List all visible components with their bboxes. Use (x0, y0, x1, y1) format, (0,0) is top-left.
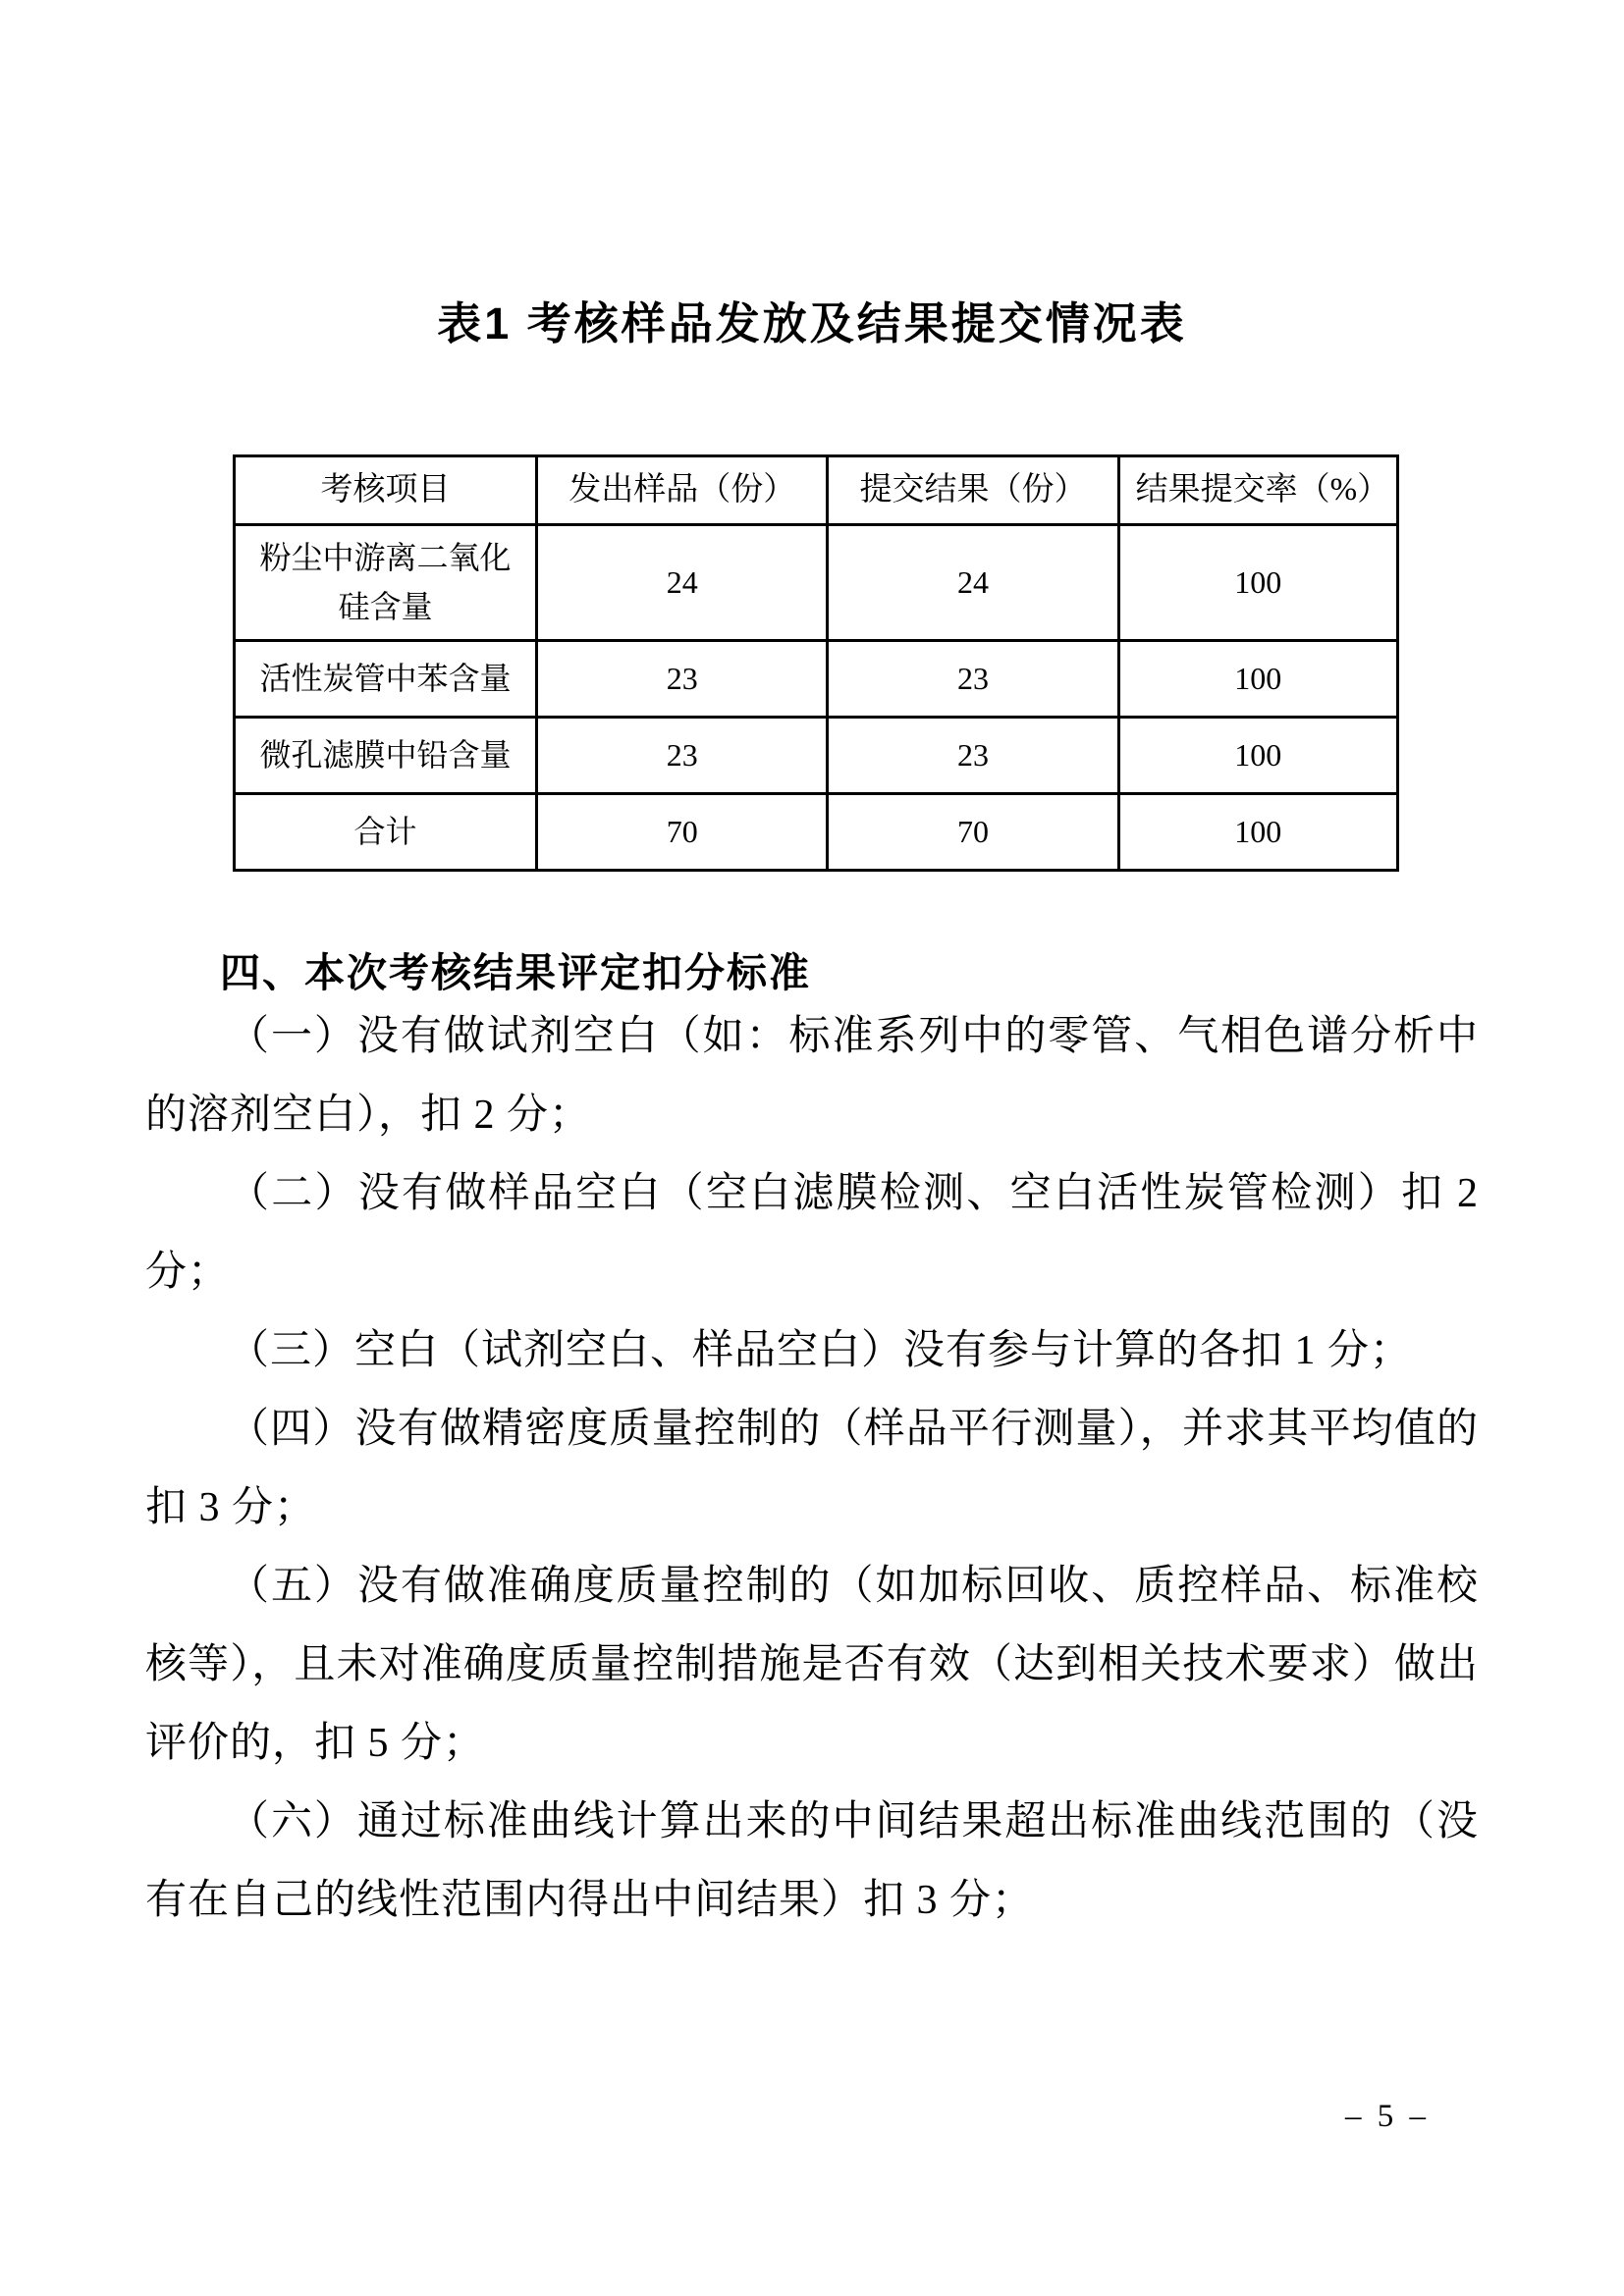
cell-item: 合计 (235, 794, 537, 871)
table-row (235, 718, 1398, 794)
page-number: – 5 – (1345, 2099, 1430, 2134)
cell-rate: 100 (1118, 525, 1397, 641)
deduction-rule-paragraph-1: （一）没有做试剂空白（如：标准系列中的零管、气相色谱分析中的溶剂空白），扣 2 分； (145, 1014, 1479, 1138)
header-cell-submitted: 提交结果（份） (828, 456, 1118, 525)
table-header-row (235, 456, 1398, 525)
deduction-rule-paragraph-4: （四）没有做精密度质量控制的（样品平行测量），并求其平均值的扣 3 分； (145, 1407, 1479, 1530)
deduction-rule-paragraph-5: （五）没有做准确度质量控制的（如加标回收、质控样品、标准校核等），且未对准确度质量控制措施是否有效（达到相关技术要求）做出评价的，扣 5 分； (145, 1564, 1479, 1766)
cell-item: 微孔滤膜中铅含量 (235, 718, 537, 794)
table-total-row (235, 794, 1398, 871)
cell-issued: 23 (537, 718, 828, 794)
cell-issued: 70 (537, 794, 828, 871)
deduction-rule-paragraph-6: （六）通过标准曲线计算出来的中间结果超出标准曲线范围的（没有在自己的线性范围内得出中间结果）扣 3 分； (145, 1799, 1479, 1923)
table-caption-title: 表1 考核样品发放及结果提交情况表 (437, 298, 1187, 348)
cell-rate: 100 (1118, 641, 1397, 718)
cell-submitted: 70 (828, 794, 1118, 871)
cell-item: 活性炭管中苯含量 (235, 641, 537, 718)
cell-submitted: 23 (828, 641, 1118, 718)
header-cell-issued: 发出样品（份） (537, 456, 828, 525)
header-cell-rate: 结果提交率（%） (1118, 456, 1397, 525)
section-heading: 四、本次考核结果评定扣分标准 (220, 950, 811, 995)
cell-item: 粉尘中游离二氧化硅含量 (235, 525, 537, 641)
table-row (235, 641, 1398, 718)
cell-submitted: 23 (828, 718, 1118, 794)
deduction-rule-paragraph-2: （二）没有做样品空白（空白滤膜检测、空白活性炭管检测）扣 2 分； (145, 1171, 1479, 1295)
cell-issued: 24 (537, 525, 828, 641)
cell-submitted: 24 (828, 525, 1118, 641)
cell-rate: 100 (1118, 718, 1397, 794)
deduction-rules-block (145, 997, 1479, 1940)
sample-distribution-table (233, 454, 1399, 872)
cell-rate: 100 (1118, 794, 1397, 871)
header-cell-item: 考核项目 (235, 456, 537, 525)
deduction-rule-paragraph-3: （三）空白（试剂空白、样品空白）没有参与计算的各扣 1 分； (228, 1328, 1413, 1373)
table-row (235, 525, 1398, 641)
cell-issued: 23 (537, 641, 828, 718)
